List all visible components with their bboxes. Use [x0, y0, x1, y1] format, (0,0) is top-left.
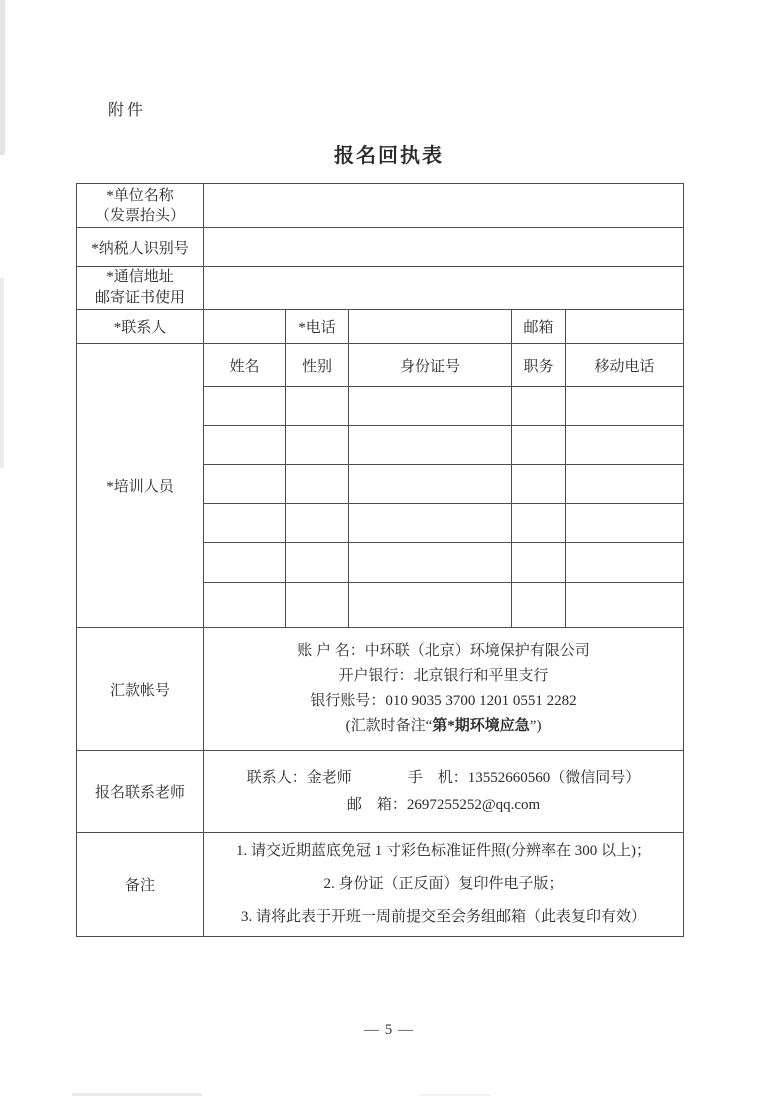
- remittance-note-bold: 第*期环境应急: [432, 718, 530, 734]
- empty-cell: [566, 504, 684, 543]
- empty-cell: [204, 387, 286, 426]
- empty-cell: [566, 387, 684, 426]
- empty-cell: [349, 426, 512, 465]
- page-number: — 5 —: [364, 1022, 414, 1038]
- attachment-label: 附件: [108, 102, 147, 119]
- remark-item-3: 3. 请将此表于开班一周前提交至会务组邮箱（此表复印有效）: [241, 909, 647, 925]
- registration-contact-details: [204, 751, 684, 833]
- tax-id-label: *纳税人识别号: [77, 228, 204, 267]
- table-row: [77, 751, 684, 833]
- empty-cell: [349, 583, 512, 628]
- remittance-label: 汇款帐号: [77, 628, 204, 751]
- table-row: [77, 344, 684, 387]
- table-row: [77, 184, 684, 228]
- empty-cell: [512, 583, 566, 628]
- table-row: [77, 310, 684, 344]
- unit-name-label: [77, 184, 204, 228]
- trainees-col-mobile: 移动电话: [566, 344, 684, 387]
- contact-label: *联系人: [77, 310, 204, 344]
- remittance-note: (汇款时备注“第*期环境应急”): [345, 718, 542, 734]
- empty-cell: [349, 504, 512, 543]
- empty-cell: [512, 387, 566, 426]
- unit-name-value: [204, 184, 684, 228]
- unit-name-label-line1: *单位名称: [106, 187, 174, 204]
- empty-cell: [566, 543, 684, 583]
- table-row: [77, 228, 684, 267]
- registration-contact-line2: 邮 箱：2697255252@qq.com: [346, 796, 541, 813]
- empty-cell: [286, 583, 349, 628]
- registration-contact-line1: 联系人：金老师 手 机：13552660560（微信同号）: [246, 769, 641, 786]
- address-label-line1: *通信地址: [106, 269, 174, 285]
- empty-cell: [286, 543, 349, 583]
- empty-cell: [286, 465, 349, 504]
- empty-cell: [349, 387, 512, 426]
- contact-email-value: [566, 310, 684, 344]
- empty-cell: [566, 426, 684, 465]
- trainees-col-id: 身份证号: [349, 344, 512, 387]
- scan-artifact: [72, 1093, 202, 1096]
- trainees-col-position: 职务: [512, 344, 566, 387]
- empty-cell: [512, 465, 566, 504]
- remittance-details: [204, 628, 684, 751]
- empty-cell: [286, 387, 349, 426]
- tax-id-value: [204, 228, 684, 267]
- remarks-list: [204, 833, 684, 937]
- empty-cell: [512, 543, 566, 583]
- remarks-label: 备注: [77, 833, 204, 937]
- empty-cell: [204, 465, 286, 504]
- empty-cell: [204, 583, 286, 628]
- empty-cell: [286, 504, 349, 543]
- scan-artifact: [420, 1094, 490, 1096]
- registration-form-table: [76, 183, 684, 937]
- table-row: [77, 833, 684, 937]
- contact-phone-label: *电话: [286, 310, 349, 344]
- empty-cell: [204, 504, 286, 543]
- empty-cell: [349, 543, 512, 583]
- contact-name-value: [204, 310, 286, 344]
- empty-cell: [566, 465, 684, 504]
- remark-item-2: 2. 身份证（正反面）复印件电子版；: [323, 876, 564, 892]
- trainees-label: *培训人员: [77, 344, 204, 628]
- empty-cell: [204, 543, 286, 583]
- trainees-col-name: 姓名: [204, 344, 286, 387]
- contact-phone-value: [349, 310, 512, 344]
- remittance-bank: 开户银行：北京银行和平里支行: [338, 668, 549, 684]
- remittance-account-name: 账 户 名：中环联（北京）环境保护有限公司: [297, 643, 590, 659]
- address-value: [204, 267, 684, 310]
- empty-cell: [349, 465, 512, 504]
- remittance-account-no: 银行账号：010 9035 3700 1201 0551 2282: [310, 693, 577, 709]
- address-label: [77, 267, 204, 310]
- empty-cell: [512, 426, 566, 465]
- scan-artifact: [0, 0, 5, 155]
- unit-name-label-line2: （发票抬头）: [94, 207, 185, 224]
- empty-cell: [512, 504, 566, 543]
- empty-cell: [204, 426, 286, 465]
- empty-cell: [566, 583, 684, 628]
- scan-artifact: [0, 278, 4, 468]
- empty-cell: [286, 426, 349, 465]
- registration-contact-label: 报名联系老师: [77, 751, 204, 833]
- table-row: [77, 628, 684, 751]
- page-title: 报名回执表: [334, 145, 444, 167]
- contact-email-label: 邮箱: [512, 310, 566, 344]
- remark-item-1: 1. 请交近期蓝底免冠 1 寸彩色标准证件照(分辨率在 300 以上)；: [236, 843, 652, 859]
- table-row: [77, 267, 684, 310]
- trainees-col-gender: 性别: [286, 344, 349, 387]
- address-label-line2: 邮寄证书使用: [94, 290, 185, 306]
